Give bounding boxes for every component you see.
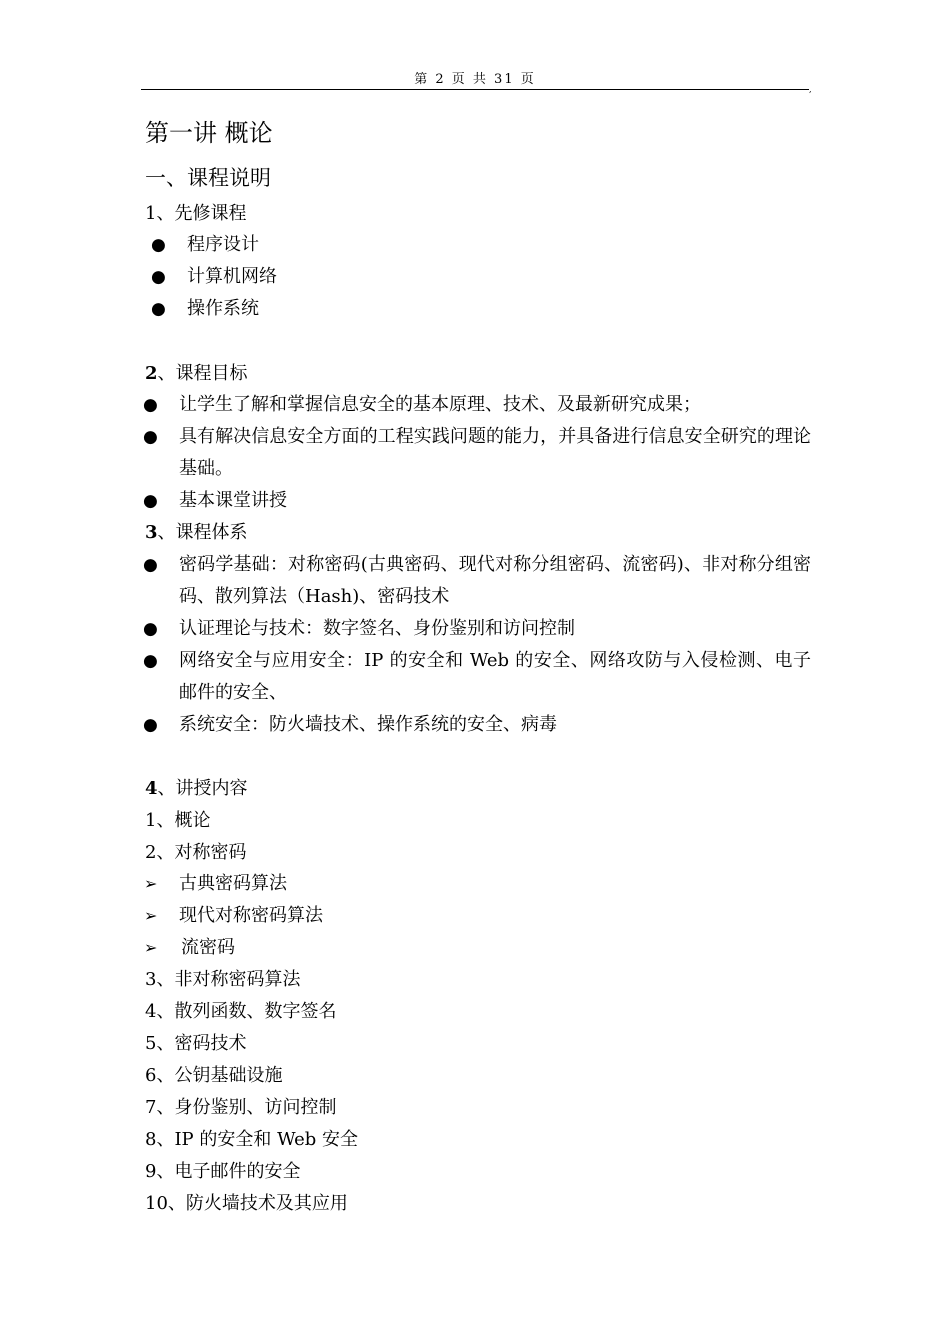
header-rule: [141, 89, 809, 90]
prereq-heading: 1、先修课程: [145, 203, 247, 224]
content-item: 4、散列函数、数字签名: [145, 1001, 337, 1022]
bullet-dot-icon: ●: [143, 395, 158, 415]
goals-heading-number: 2: [145, 363, 158, 384]
prereq-item: 程序设计: [187, 234, 259, 255]
bullet-dot-icon: ●: [151, 299, 166, 319]
arrow-bullet-icon: ➢: [144, 906, 158, 925]
page-number-header: 第 2 页 共 31 页: [414, 72, 536, 87]
content-item: 3、非对称密码算法: [145, 969, 301, 990]
bullet-dot-icon: ●: [143, 427, 158, 447]
content-item: 2、对称密码: [145, 842, 247, 863]
arrow-bullet-icon: ➢: [144, 938, 158, 957]
goals-item: 基本课堂讲授: [179, 490, 287, 511]
goals-item: 具有解决信息安全方面的工程实践问题的能力，并具备进行信息安全研究的理论基础。: [179, 426, 811, 479]
header-tick: ,: [809, 85, 812, 94]
content-item: 7、身份鉴别、访问控制: [145, 1097, 337, 1118]
lecture-title: 第一讲 概论: [145, 119, 273, 147]
content-heading: [145, 777, 248, 801]
goals-heading-text: 、课程目标: [157, 363, 248, 384]
bullet-dot-icon: ●: [143, 619, 158, 639]
section-heading-course-description: 一、课程说明: [145, 166, 271, 190]
content-subitem: 古典密码算法: [179, 873, 287, 894]
arrow-bullet-icon: ➢: [144, 874, 158, 893]
bullet-dot-icon: ●: [151, 235, 166, 255]
content-heading-number: 4: [145, 778, 158, 799]
bullet-dot-icon: ●: [143, 715, 158, 735]
content-item: 1、概论: [145, 810, 211, 831]
system-item: 网络安全与应用安全：IP 的安全和 Web 的安全、网络攻防与入侵检测、电子邮件的安全、: [179, 650, 811, 703]
content-item: 6、公钥基础设施: [145, 1065, 283, 1086]
goals-item: 让学生了解和掌握信息安全的基本原理、技术、及最新研究成果；: [179, 394, 701, 415]
content-subitem: 流密码: [181, 937, 235, 958]
prereq-item: 计算机网络: [187, 266, 277, 287]
system-item: 系统安全：防火墙技术、操作系统的安全、病毒: [179, 714, 557, 735]
content-subitem: 现代对称密码算法: [179, 905, 323, 926]
prereq-item: 操作系统: [187, 298, 259, 319]
bullet-dot-icon: ●: [143, 651, 158, 671]
system-heading-number: 3: [145, 522, 158, 543]
bullet-dot-icon: ●: [151, 267, 166, 287]
goals-heading: [145, 362, 248, 386]
content-item: 8、IP 的安全和 Web 安全: [145, 1129, 359, 1150]
content-item: 10、防火墙技术及其应用: [145, 1193, 348, 1214]
content-item: 9、电子邮件的安全: [145, 1161, 301, 1182]
system-heading: [145, 521, 248, 545]
system-item: 认证理论与技术：数字签名、身份鉴别和访问控制: [179, 618, 575, 639]
bullet-dot-icon: ●: [143, 555, 158, 575]
content-item: 5、密码技术: [145, 1033, 247, 1054]
system-heading-text: 、课程体系: [157, 522, 248, 543]
system-item: 密码学基础：对称密码(古典密码、现代对称分组密码、流密码)、非对称分组密码、散列算法（Hash)、密码技术: [179, 554, 811, 607]
bullet-dot-icon: ●: [143, 491, 158, 511]
content-heading-text: 、讲授内容: [157, 778, 248, 799]
